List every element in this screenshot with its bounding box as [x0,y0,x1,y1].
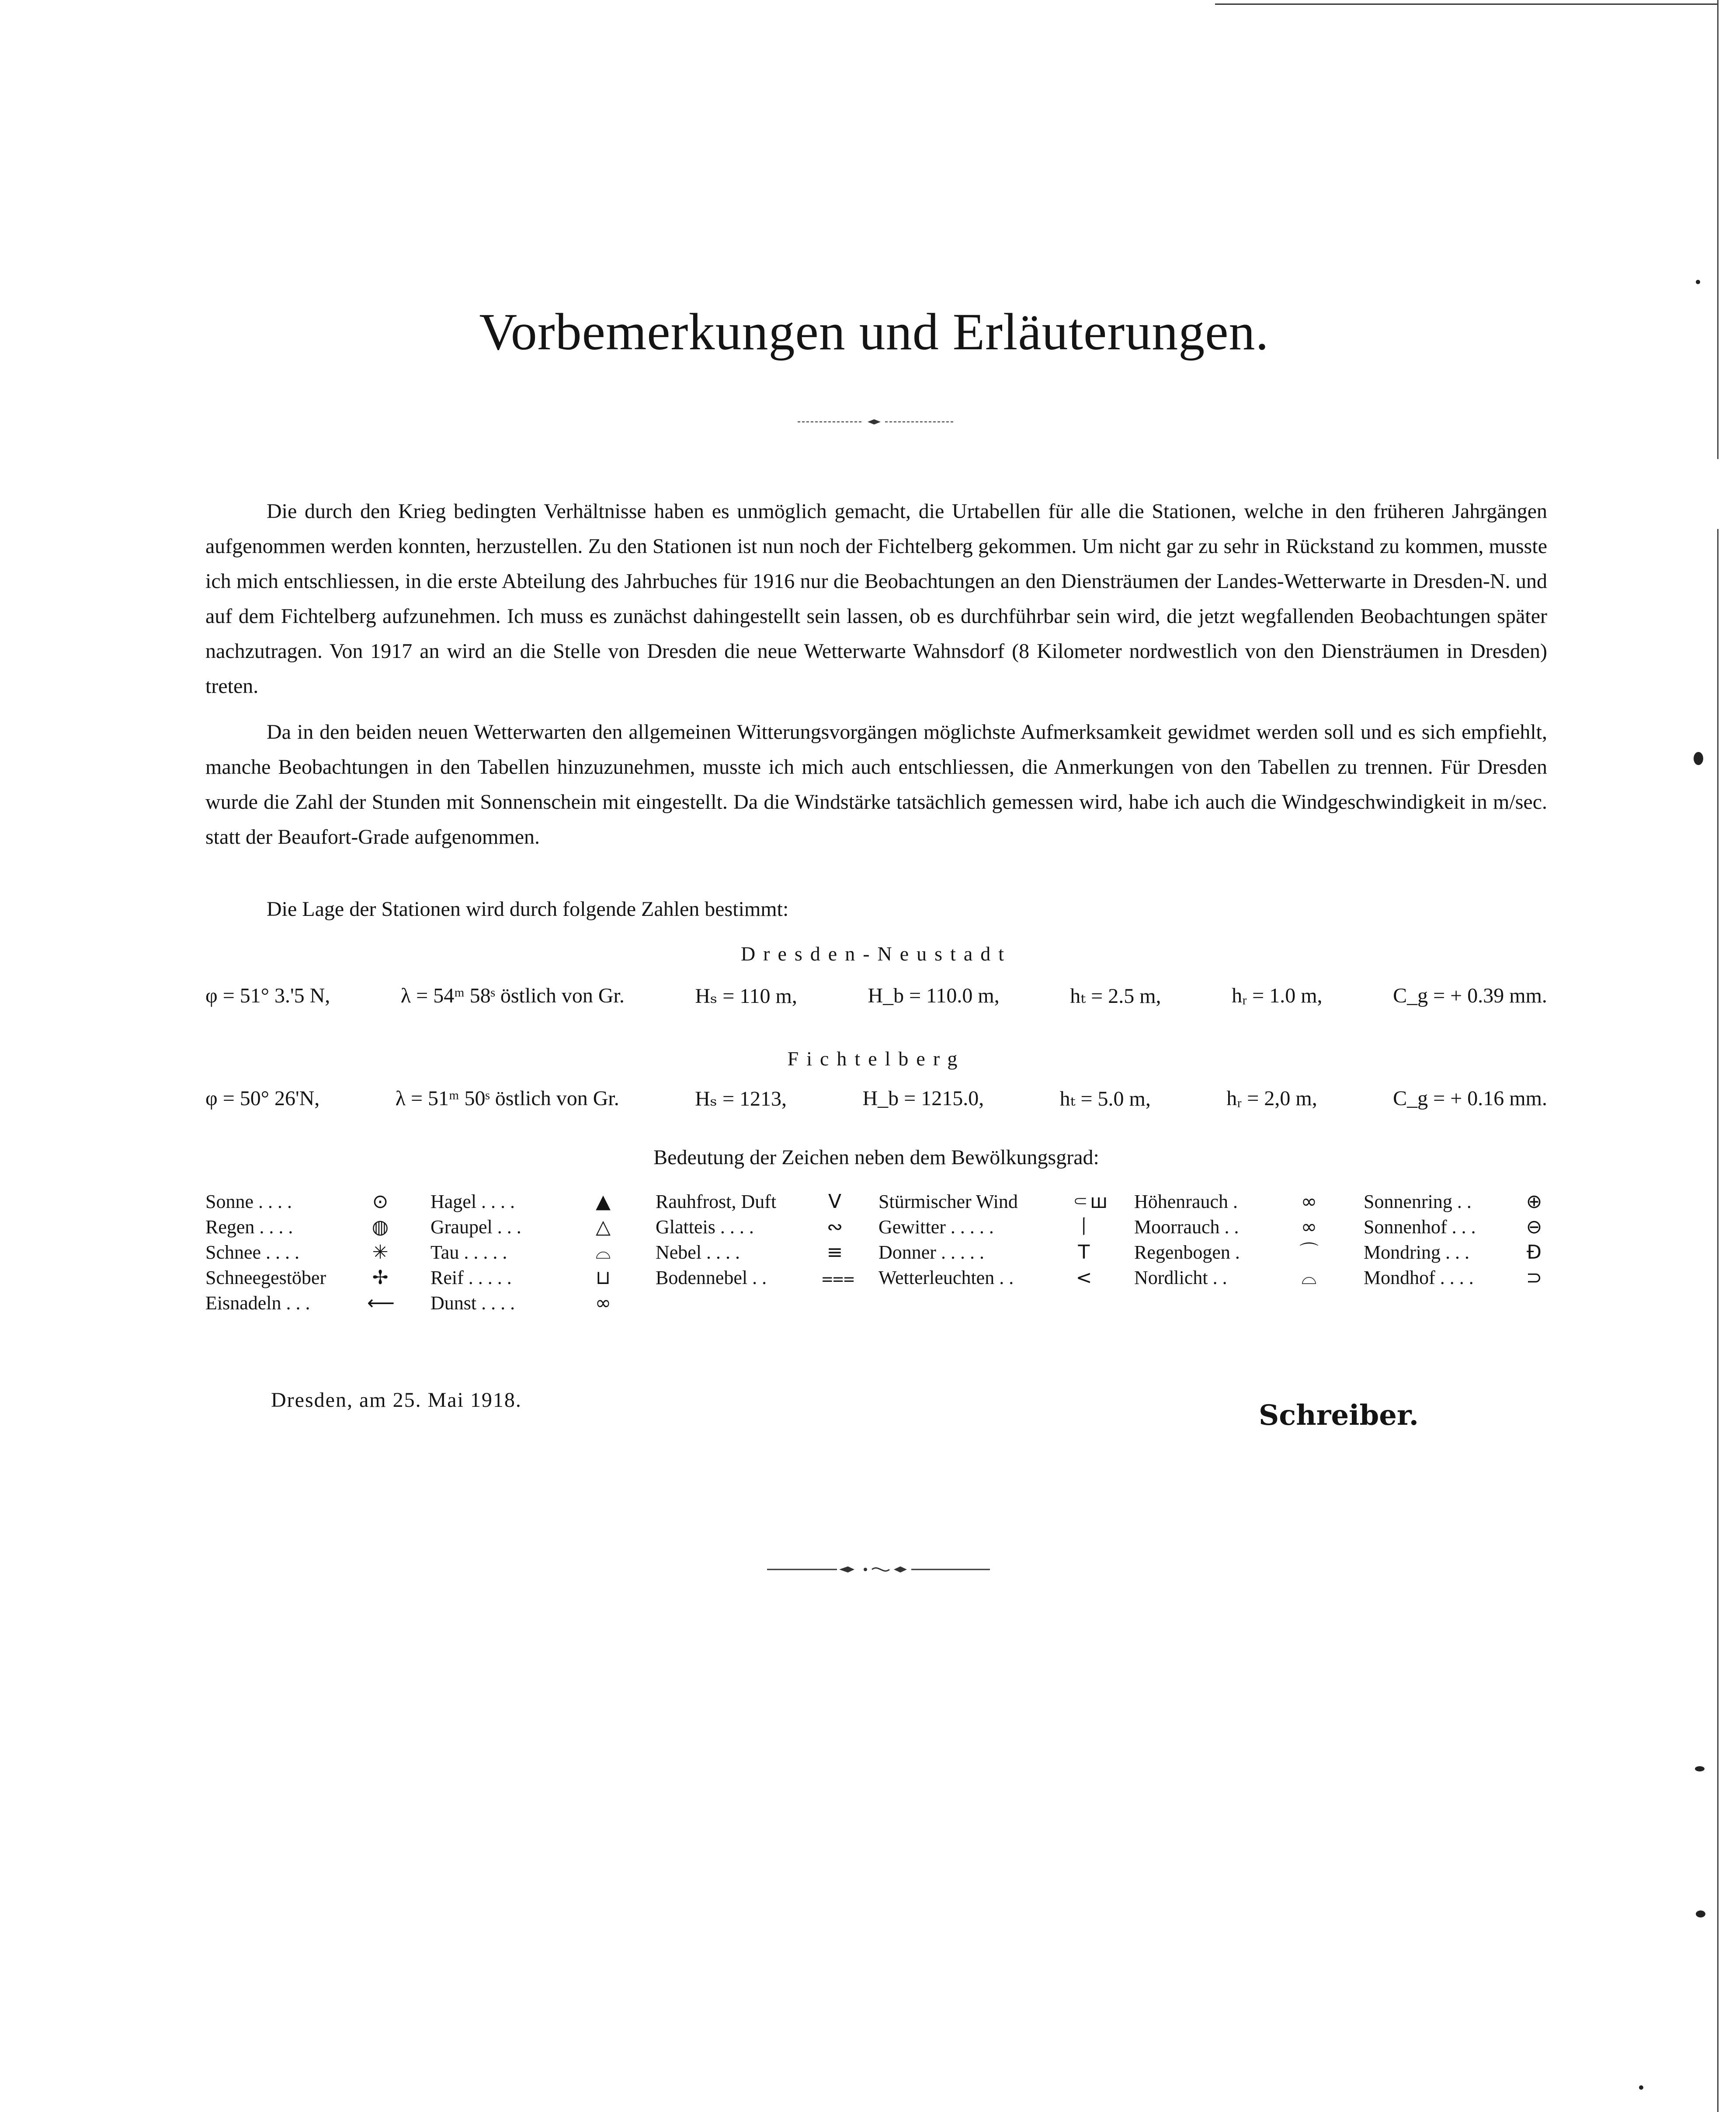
legend-item: Regen . . . . ◍ [205,1214,393,1240]
thunder-icon: T [1078,1241,1090,1263]
coord-thermometer-height: hₜ = 5.0 m, [1059,1087,1151,1110]
coord-barometer-height: H_b = 110.0 m, [868,984,1000,1007]
haze-icon: ∞ [595,1292,611,1314]
second-paragraph: Da in den beiden neuen Wetterwarten den allgemeinen Witterungsvorgängen möglichste Aufmerksamkeit gewidmet werden soll und es sich empfiehlt, manche Beobachtungen in den Tabellen hinzuzunehmen, musste ich mich auch entschliessen, die Anmerkungen von den Tabellen zu trennen. Für Dresden wurde die Zahl der Stunden mit Sonnenschein mit eingestellt. Da die Windstärke tatsächlich gemessen wird, habe ich auch die Windgeschwindigkeit in m/sec. statt der Beaufort-Grade aufgenommen. [205,720,1547,849]
lunar-halo-icon: ⊃ [1526,1267,1542,1289]
rainbow-icon: ⌒ [1299,1241,1319,1263]
fog-icon: ≡ [826,1241,843,1263]
coord-latitude: φ = 51° 3.'5 N, [205,984,330,1007]
end-ornament [767,1563,990,1576]
legend-column [205,1189,393,1316]
legend-item: Mondring . . . Ð [1364,1240,1547,1265]
coord-barometer-height: H_b = 1215.0, [862,1087,984,1110]
legend-item: Bodennebel . . ⩶ [656,1265,848,1291]
snow-icon: ✳ [372,1241,389,1263]
coord-gravity-correction: C_g = + 0.16 mm. [1393,1087,1547,1110]
moor-smoke-icon: ∞ [1301,1216,1317,1238]
legend-item: Schneegestöber ✢ [205,1265,393,1291]
frost-icon: ⊔ [595,1267,611,1289]
scan-speck [1694,752,1703,765]
intro-paragraph: Die durch den Krieg bedingten Verhältnisse haben es unmöglich gemacht, die Urtabellen für alle die Stationen, welche in den früheren Jahrgängen aufgenommen werden konnten, herzustellen. Zu den Stationen ist nun noch der Fichtelberg gekommen. Um nicht gar zu sehr in Rückstand zu kommen, musste ich mich entschliessen, in die erste Abteilung des Jahrbuches für 1916 nur die Beobachtungen an den Diensträumen der Landes-Wetterwarte in Dresden-N. und auf dem Fichtelberg aufzunehmen. Ich muss es zunächst dahingestellt sein lassen, ob es durchführbar sein wird, die jetzt wegfallenden Beobachtungen später nachzutragen. Von 1917 an wird an die Stelle von Dresden die neue Wetterwarte Wahnsdorf (8 Kilometer nordwestlich von den Diensträumen in Dresden) treten. [205,500,1547,698]
rain-icon: ◍ [372,1216,389,1238]
legend-title: Bedeutung der Zeichen neben dem Bewölkungsgrad: [653,1146,1099,1169]
legend-item: Eisnadeln . . . ⟵ [205,1291,393,1316]
station-coords-dresden [205,984,1547,1008]
graupel-icon: △ [596,1216,611,1238]
rime-icon: V [828,1190,842,1213]
coord-raingauge-height: hᵣ = 2,0 m, [1226,1087,1317,1110]
solar-halo-icon: ⊖ [1526,1216,1542,1238]
page-title: Vorbemerkungen und Erläuterungen. [479,303,1269,361]
smoke-haze-icon: ∞ [1301,1190,1317,1213]
legend-item: Graupel . . . △ [431,1214,616,1240]
scan-speck [1696,280,1700,284]
legend-item: Glatteis . . . . ∾ [656,1214,848,1240]
sheet-lightning-icon: < [1076,1267,1092,1289]
place-date: Dresden, am 25. Mai 1918. [271,1388,522,1412]
page-top-border [1215,3,1717,5]
stations-intro: Die Lage der Stationen wird durch folgende Zahlen bestimmt: [267,898,789,921]
coord-latitude: φ = 50° 26'N, [205,1087,320,1110]
thunderstorm-icon: ⼁ [1074,1216,1094,1238]
legend-item: Gewitter . . . . . ⼁ [878,1214,1097,1240]
legend-column [656,1189,855,1291]
legend-item: Rauhfrost, Duft V [656,1189,848,1214]
legend-column [878,1189,1108,1291]
divider-ornament [798,418,955,426]
sun-icon: ⊙ [372,1190,389,1213]
hail-icon: ▲ [596,1190,611,1213]
legend-column [1364,1189,1547,1291]
dew-icon: ⌓ [595,1241,611,1263]
legend-item: Dunst . . . . ∞ [431,1291,616,1316]
coord-longitude: λ = 54ᵐ 58ˢ östlich von Gr. [400,984,625,1007]
legend-item: Nebel . . . . ≡ [656,1240,848,1265]
legend-item: Sonnenhof . . . ⊖ [1364,1214,1547,1240]
scan-speck [1696,1910,1705,1917]
snowstorm-icon: ✢ [372,1267,389,1289]
legend-item: Reif . . . . . ⊔ [431,1265,616,1291]
legend-column [1134,1189,1322,1291]
coord-thermometer-height: hₜ = 2.5 m, [1070,985,1161,1008]
legend-item: Hagel . . . . ▲ [431,1189,616,1214]
coord-raingauge-height: hᵣ = 1.0 m, [1232,984,1323,1007]
coord-station-height: Hₛ = 110 m, [695,985,797,1008]
legend-item: Höhenrauch . ∞ [1134,1189,1322,1214]
legend-item: Stürmischer Wind ⸦ш [878,1189,1097,1214]
legend-item: Nordlicht . . ⌓ [1134,1265,1322,1291]
legend-item: Schnee . . . . ✳ [205,1240,393,1265]
legend-item: Sonnenring . . ⊕ [1364,1189,1547,1214]
ice-needles-icon: ⟵ [367,1292,395,1314]
legend-item: Regenbogen . ⌒ [1134,1240,1322,1265]
aurora-icon: ⌓ [1301,1267,1317,1289]
legend-item: Donner . . . . . T [878,1240,1097,1265]
legend-item: Sonne . . . . ⊙ [205,1189,393,1214]
legend-item: Moorrauch . . ∞ [1134,1214,1322,1240]
coord-longitude: λ = 51ᵐ 50ˢ östlich von Gr. [395,1087,619,1110]
scan-speck [1695,1766,1705,1771]
storm-wind-icon: ⸦ш [1071,1190,1108,1213]
scan-speck [1639,2085,1643,2090]
ground-fog-icon: ⩶ [822,1267,855,1289]
signature: Schreiber. [1259,1399,1419,1432]
page-right-border [1717,0,1719,2112]
lunar-ring-icon: Ð [1526,1241,1542,1263]
legend-item: Wetterleuchten . . < [878,1265,1097,1291]
glaze-icon: ∾ [826,1216,843,1238]
legend-column [431,1189,616,1316]
station-name-dresden: Dresden-Neustadt [740,943,1012,965]
coord-gravity-correction: C_g = + 0.39 mm. [1393,984,1547,1007]
legend-item: Tau . . . . . ⌓ [431,1240,616,1265]
legend-item: Mondhof . . . . ⊃ [1364,1265,1547,1291]
coord-station-height: Hₛ = 1213, [695,1087,787,1110]
solar-ring-icon: ⊕ [1526,1190,1542,1213]
station-name-fichtelberg: Fichtelberg [787,1047,965,1070]
station-coords-fichtelberg [205,1086,1547,1111]
